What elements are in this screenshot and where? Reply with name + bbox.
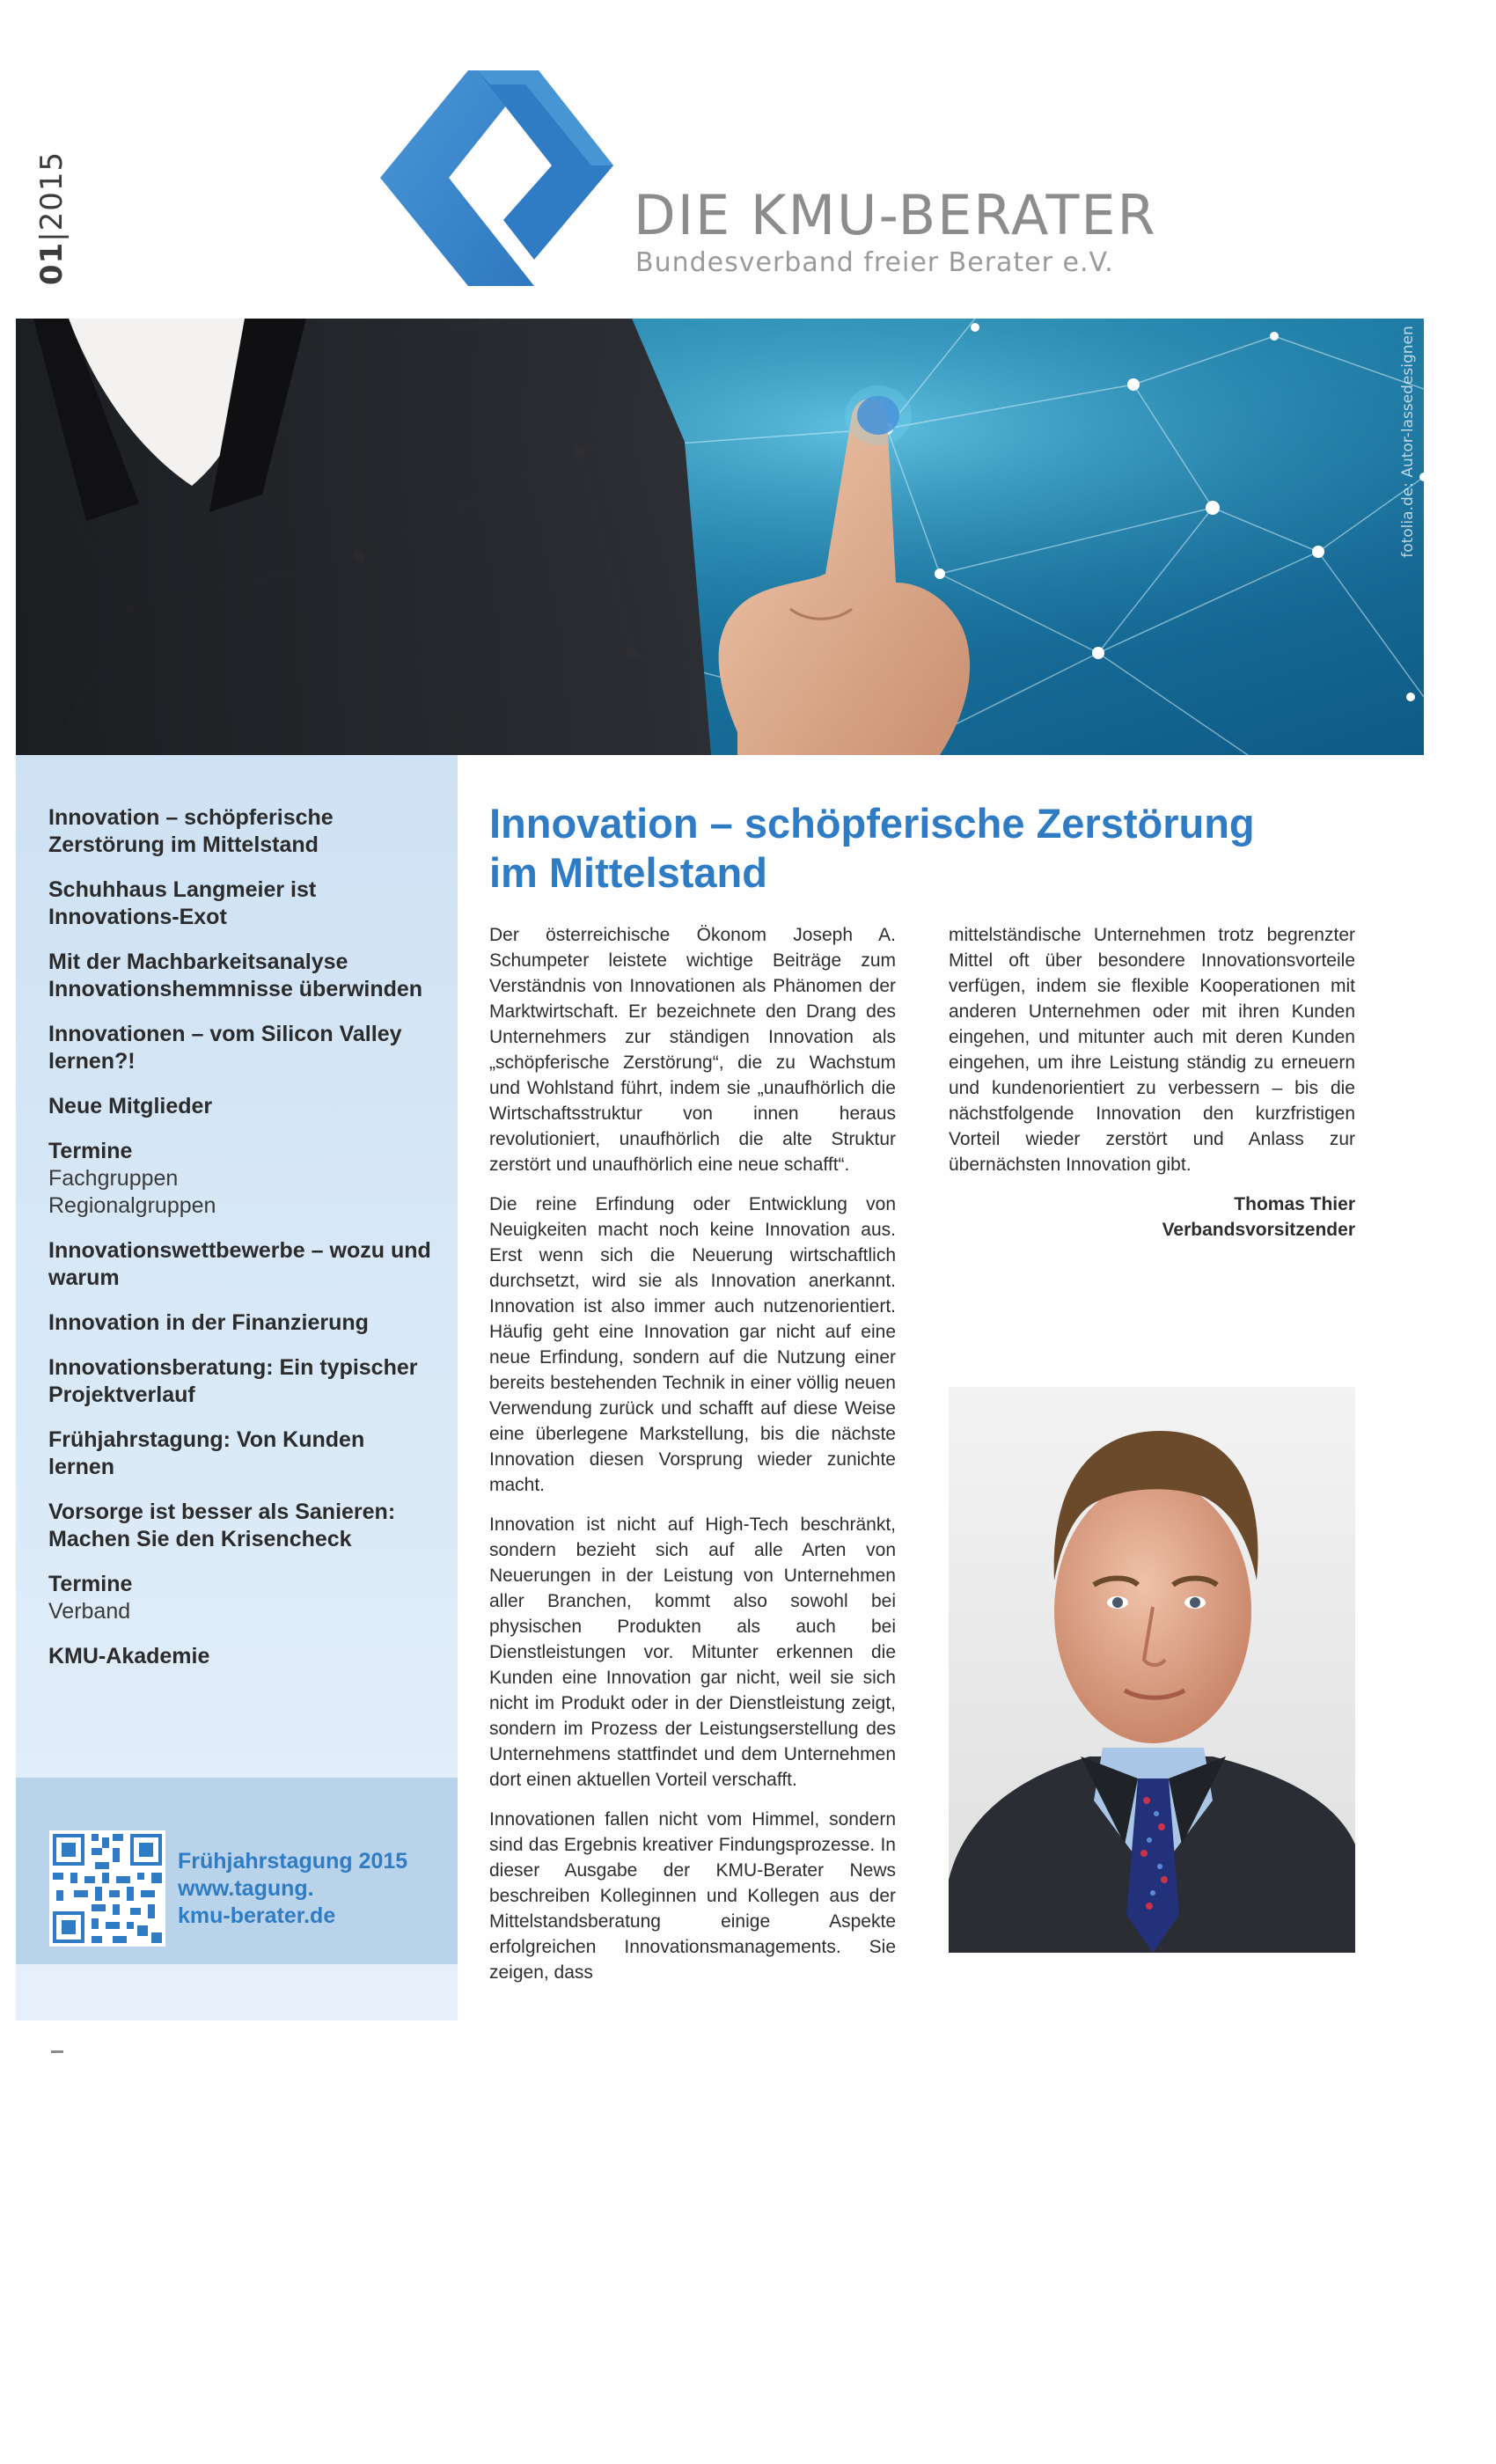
promo-url-line1[interactable]: www.tagung. [178,1876,314,1901]
promo-url-line2[interactable]: kmu-berater.de [178,1903,336,1928]
headline-line-1: Innovation – schöpferische Zerstörung [489,800,1255,847]
toc-item-title: Mit der Machbarkeitsanalyse Innovationshemmnisse überwinden [48,950,423,1001]
scan-mark [51,2050,63,2053]
toc-item-title: Innovation – schöpferische Zerstörung im Mittelstand [48,805,334,857]
toc-item-title: KMU-Akademie [48,1644,210,1668]
toc-item-subtitle: Regionalgruppen [48,1193,216,1218]
toc-item[interactable] [48,1643,436,1670]
toc-item-title: Vorsorge ist besser als Sanieren: Machen Sie den Krisencheck [48,1500,396,1551]
headline-line-2: im Mittelstand [489,849,767,896]
article-column-right [949,922,1355,1243]
issue-separator: | [34,231,70,242]
article-column-left [489,922,896,1999]
hero-image [16,319,1424,755]
toc-item-title: Frühjahrstagung: Von Kunden lernen [48,1427,365,1479]
article-paragraph: mittelständische Unternehmen trotz begrenzter Mittel oft über besondere Innovationsvorteile verfügen, indem sie flexible Kooperationen mit anderen Unternehmen oder mit ihren Kunden eingehen, und mitunter auch mit deren Kunden eingehen, um ihre Leistung ständig zu erneuern und kundenorientiert zu verbessern – bis die nächstfolgende Innovation den kurzfristigen Vorteil wieder zerstört und Anlass zur übernächsten Innovation gibt. [949,925,1355,1175]
brand-name: DIE KMU-BERATER [634,183,1157,247]
table-of-contents [48,804,436,1688]
toc-item-title: Innovationswettbewerbe – wozu und warum [48,1238,431,1290]
toc-item[interactable] [48,1426,436,1481]
promo-title: Frühjahrstagung 2015 [178,1849,408,1874]
toc-item[interactable] [48,804,436,859]
toc-item-title: Termine [48,1572,133,1596]
toc-item[interactable] [48,1571,436,1625]
photo-credit: fotolia.de: Autor-lassedesignen [1399,326,1417,558]
article-paragraph: Die reine Erfindung oder Entwicklung von Neuigkeiten macht noch keine Innovation aus. Erst wenn sich die Neuerung wirtschaftlich durchsetzt, wird sie als Innovation anerkannt. Innovation ist also immer auch nutzenorientiert. Häufig geht eine Innovation gar nicht auf eine neue Erfindung, sondern auf die Nutzung einer bereits bestehenden Technik in einer völlig neuen Verwendung zurück und schafft auf diese Weise eine überlegene Markstellung, bis die nächste Innovation diesen Vorsprung wieder zunichte macht. [489,1194,896,1495]
toc-item[interactable] [48,876,436,931]
author-portrait [949,1387,1355,1953]
toc-item[interactable] [48,1354,436,1409]
author-role: Verbandsvorsitzender [1162,1220,1355,1240]
toc-item[interactable] [48,1309,436,1337]
toc-item-subtitle: Fachgruppen [48,1166,179,1191]
article-paragraph: Innovationen fallen nicht vom Himmel, sondern sind das Ergebnis kreativer Findungsprozesse. In dieser Ausgabe der KMU-Berater News beschreiben Kolleginnen und Kollegen aus der Mittelstandsberatung einige Aspekte erfolgreichen Innovationsmanagements. Sie zeigen, dass [489,1809,896,1983]
signature [949,1192,1355,1243]
toc-item[interactable] [48,1237,436,1292]
article-paragraph: Der österreichische Ökonom Joseph A. Schumpeter leistete wichtige Beiträge zum Verständnis von Innovationen als Phänomen der Marktwirtschaft. Er bezeichnete den Drang des Unternehmers zur ständigen Innovation als „schöpferische Zerstörung“, die zu Wachstum und Wohlstand führt, indem sie „unaufhörlich die Wirtschaftsstruktur von innen heraus revolutioniert, unaufhörlich die alte Struktur zerstört und unaufhörlich eine neue schafft“. [489,925,896,1175]
promo-box [16,1778,458,1964]
toc-item-title: Innovationen – vom Silicon Valley lernen?! [48,1022,402,1074]
toc-item[interactable] [48,1093,436,1120]
toc-item[interactable] [48,1021,436,1075]
article-paragraph: Innovation ist nicht auf High-Tech beschränkt, sondern bezieht sich auf alle Arten von Neuerungen in der Leistung von Unternehmen aller Branchen, kommt also sowohl bei physischen Produkten als auch bei Dienstleistungen vor. Mitunter erkennen die Kunden eine Innovation gar nicht, weil sie sich nicht im Produkt oder in der Dienstleistung zeigt, sondern im Prozess der Leistungserstellung des Unternehmens stattfindet und dem Unternehmen dort einen aktuellen Vorteil verschafft. [489,1514,896,1790]
toc-item-title: Innovation in der Finanzierung [48,1310,369,1335]
brand-tagline: Bundesverband freier Berater e.V. [635,247,1114,278]
sidebar [16,755,458,2020]
issue-label [34,148,70,289]
qr-code-icon[interactable] [49,1830,165,1947]
issue-number: 01 [34,241,70,286]
toc-item-title: Schuhhaus Langmeier ist Innovations-Exot [48,877,317,929]
toc-item[interactable] [48,1499,436,1553]
diamond-bracket-icon [380,70,613,286]
toc-item-title: Neue Mitglieder [48,1094,213,1118]
article-headline [489,799,1369,898]
author-name: Thomas Thier [1234,1194,1355,1214]
issue-year: 2015 [34,150,70,231]
toc-item-subtitle: Verband [48,1599,131,1624]
toc-item-title: Termine [48,1139,133,1163]
toc-item[interactable] [48,949,436,1003]
toc-item-title: Innovationsberatung: Ein typischer Projektverlauf [48,1355,418,1407]
toc-item[interactable] [48,1138,436,1220]
promo-text[interactable] [178,1848,442,1930]
